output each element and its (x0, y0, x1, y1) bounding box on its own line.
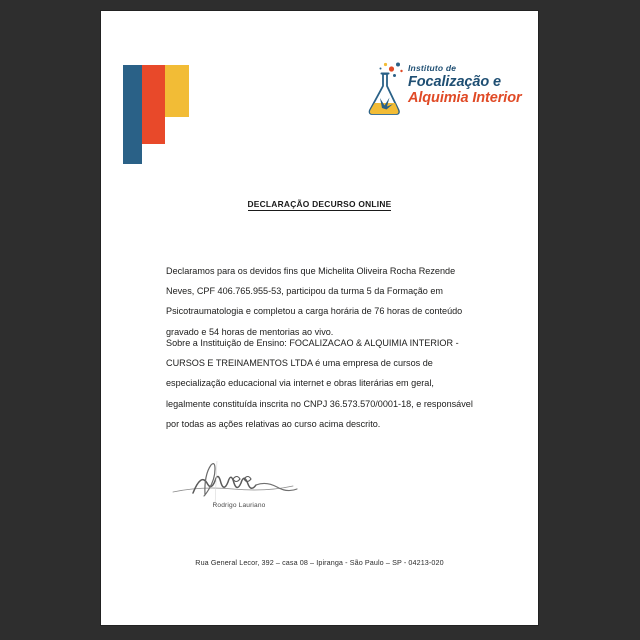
footer-address: Rua General Lecor, 392 – casa 08 – Ipiranga - São Paulo – SP - 04213-020 (195, 558, 444, 567)
brand-bars-logo (123, 65, 193, 170)
document-page (101, 11, 538, 625)
institute-logo (363, 58, 521, 120)
brand-bar-yellow (165, 65, 189, 117)
signature-name: Rodrigo Lauriano (212, 502, 266, 509)
declaration-paragraph-1 (166, 261, 480, 342)
document-header (101, 11, 538, 176)
flask-icon (363, 60, 409, 118)
brand-bar-blue (123, 65, 142, 164)
institute-logo-line-3: Alquimia Interior (408, 90, 522, 106)
signature-block (171, 459, 301, 519)
institute-logo-line-1: Instituto de (408, 63, 457, 73)
document-title (101, 199, 538, 209)
declaration-paragraph-2-text: Sobre a Instituição de Ensino: FOCALIZACAO & ALQUIMIA INTERIOR - CURSOS E TREINAMENTOS LTDA é uma empresa de cursos de especialização educacional via internet e obras literárias em geral, legalmente constituída inscrita no CNPJ 36.573.570/0001-18, e responsável por todas as ações relativas ao curso acima descrito. (166, 338, 473, 429)
institute-logo-line-2: Focalização e (408, 74, 501, 90)
document-title-text: DECLARAÇÃO DECURSO ONLINE (247, 199, 392, 209)
institute-wordmark (408, 63, 523, 106)
declaration-paragraph-1-text: Declaramos para os devidos fins que Michelita Oliveira Rocha Rezende Neves, CPF 406.765.955-53, participou da turma 5 da Formação em Psicotraumatologia e completou a carga horária de 76 horas de conteúdo gravado e 54 horas de mentorias ao vivo. (166, 266, 463, 337)
declaration-paragraph-2 (166, 333, 480, 434)
brand-bar-red (142, 65, 165, 144)
handwritten-signature (171, 459, 301, 507)
